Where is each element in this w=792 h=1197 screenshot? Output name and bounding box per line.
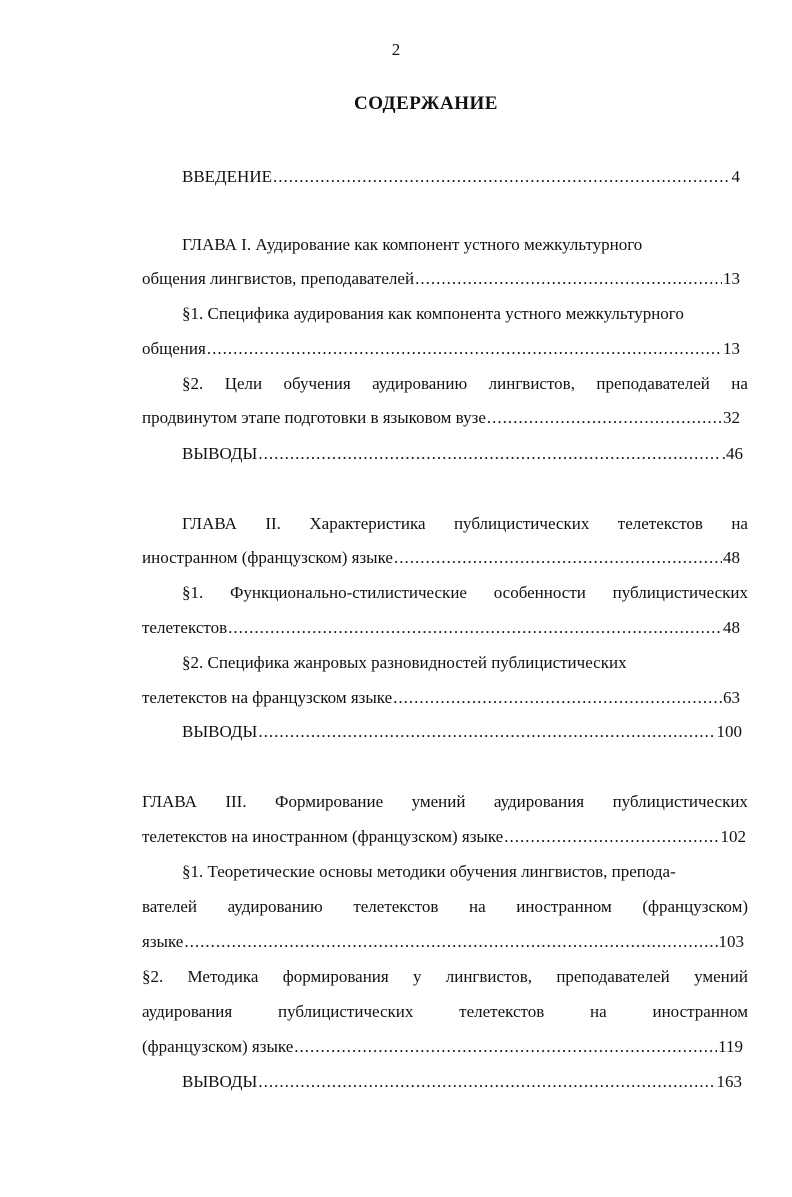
word: лингвистов, <box>488 374 575 393</box>
entry-page: 103 <box>718 932 744 951</box>
word: иностранном <box>516 897 612 916</box>
entry-label: языке <box>142 932 184 951</box>
entry-page: 119 <box>718 1037 743 1056</box>
word: преподавателей <box>556 967 670 986</box>
entry-page: 13 <box>723 339 740 358</box>
entry-page: 102 <box>720 827 746 846</box>
toc-entry-chapter-1[interactable] <box>142 268 740 290</box>
leader-dots <box>273 166 731 188</box>
leader-dots <box>258 443 720 465</box>
entry-page: .46 <box>721 444 743 463</box>
toc-entry-chapter-2[interactable] <box>142 547 740 569</box>
word: обучения <box>283 374 351 393</box>
chapter-2-heading-line1[interactable] <box>182 513 748 535</box>
word: у <box>412 967 422 986</box>
chapter-3-heading-line1[interactable] <box>142 791 748 813</box>
word: аудирования <box>493 792 585 811</box>
entry-page: 163 <box>716 1072 742 1091</box>
word: лингвистов, <box>445 967 533 986</box>
toc-entry-introduction[interactable] <box>182 166 740 188</box>
toc-entry-chapter-2-section-1[interactable] <box>142 617 740 639</box>
word: III. <box>225 792 247 811</box>
word: телетекстов <box>617 514 703 533</box>
word: Цели <box>224 374 263 393</box>
word: публицистических <box>612 792 748 811</box>
chapter-1-section-2-line1[interactable] <box>182 373 748 395</box>
leader-dots <box>258 721 715 743</box>
entry-label: ВЫВОДЫ <box>182 1072 258 1091</box>
word: ГЛАВА <box>142 792 197 811</box>
word: II. <box>265 514 281 533</box>
word: на <box>731 374 748 393</box>
entry-page: 63 <box>723 688 740 707</box>
word: публицистических <box>453 514 590 533</box>
toc-title: СОДЕРЖАНИЕ <box>354 93 498 114</box>
toc-entry-chapter-2-conclusions[interactable] <box>182 721 742 743</box>
entry-label: иностранном (французском) языке <box>142 548 393 567</box>
chapter-1-heading-line1[interactable]: ГЛАВА I. Аудирование как компонент устного межкультурного <box>182 235 643 254</box>
word: аудирования <box>142 1002 233 1021</box>
word: телетекстов <box>353 897 439 916</box>
leader-dots <box>258 1071 715 1093</box>
chapter-3-section-1-line1[interactable]: §1. Теоретические основы методики обучения лингвистов, препода- <box>182 862 676 881</box>
entry-label: телетекстов на иностранном (французском) языке <box>142 827 504 846</box>
entry-page: 48 <box>723 618 740 637</box>
leader-dots <box>415 268 722 290</box>
toc-entry-chapter-1-conclusions[interactable] <box>182 443 743 465</box>
word: (французском) <box>642 897 748 916</box>
word: телетекстов <box>459 1002 545 1021</box>
entry-label: телетекстов <box>142 618 228 637</box>
toc-entry-chapter-1-section-2[interactable] <box>142 407 740 429</box>
leader-dots <box>504 826 719 848</box>
word: умений <box>411 792 466 811</box>
toc-entry-chapter-3[interactable] <box>142 826 746 848</box>
leader-dots <box>207 338 722 360</box>
chapter-1-section-1-line1[interactable]: §1. Специфика аудирования как компонента устного межкультурного <box>182 304 684 323</box>
entry-page: 100 <box>716 722 742 741</box>
word: Характеристика <box>309 514 426 533</box>
entry-label: ВЫВОДЫ <box>182 722 258 741</box>
entry-label: продвинутом этапе подготовки в языковом вузе <box>142 408 486 427</box>
toc-entry-chapter-3-conclusions[interactable] <box>182 1071 742 1093</box>
word: умений <box>694 967 748 986</box>
word: на <box>590 1002 607 1021</box>
entry-label: (французском) языке <box>142 1037 294 1056</box>
word: преподавателей <box>596 374 710 393</box>
leader-dots <box>393 687 722 709</box>
leader-dots <box>394 547 722 569</box>
chapter-3-section-1-line2[interactable] <box>142 896 748 918</box>
entry-page: 32 <box>723 408 740 427</box>
word: Методика <box>187 967 259 986</box>
word: аудированию <box>227 897 323 916</box>
leader-dots <box>487 407 722 429</box>
entry-label: телетекстов на французском языке <box>142 688 393 707</box>
word: §2. <box>182 374 204 393</box>
chapter-2-section-2-line1[interactable]: §2. Специфика жанровых разновидностей публицистических <box>182 653 627 672</box>
word: особенности <box>493 583 586 602</box>
toc-entry-chapter-2-section-2[interactable] <box>142 687 740 709</box>
word: аудированию <box>372 374 468 393</box>
word: ГЛАВА <box>182 514 237 533</box>
leader-dots <box>228 617 722 639</box>
entry-label: ВВЕДЕНИЕ <box>182 167 272 186</box>
entry-page: 13 <box>723 269 740 288</box>
page-number: 2 <box>391 40 401 59</box>
word: публицистических <box>278 1002 414 1021</box>
word: вателей <box>142 897 198 916</box>
entry-label: общения <box>142 339 206 358</box>
word: Функционально-стилистические <box>230 583 467 602</box>
word: §1. <box>182 583 204 602</box>
toc-entry-chapter-3-section-2[interactable] <box>142 1036 743 1058</box>
word: §2. <box>142 967 164 986</box>
chapter-3-section-2-line1[interactable] <box>142 966 748 988</box>
word: иностранном <box>652 1002 748 1021</box>
word: на <box>731 514 748 533</box>
toc-entry-chapter-3-section-1[interactable] <box>142 931 744 953</box>
chapter-2-section-1-line1[interactable] <box>182 582 748 604</box>
word: Формирование <box>275 792 384 811</box>
toc-entry-chapter-1-section-1[interactable] <box>142 338 740 360</box>
word: на <box>469 897 486 916</box>
leader-dots <box>294 1036 717 1058</box>
entry-page: 4 <box>731 167 740 186</box>
leader-dots <box>184 931 717 953</box>
entry-page: 48 <box>723 548 740 567</box>
word: формирования <box>282 967 389 986</box>
word: публицистических <box>612 583 748 602</box>
entry-label: ВЫВОДЫ <box>182 444 258 463</box>
entry-label: общения лингвистов, преподавателей <box>142 269 415 288</box>
chapter-3-section-2-line2[interactable] <box>142 1001 748 1023</box>
